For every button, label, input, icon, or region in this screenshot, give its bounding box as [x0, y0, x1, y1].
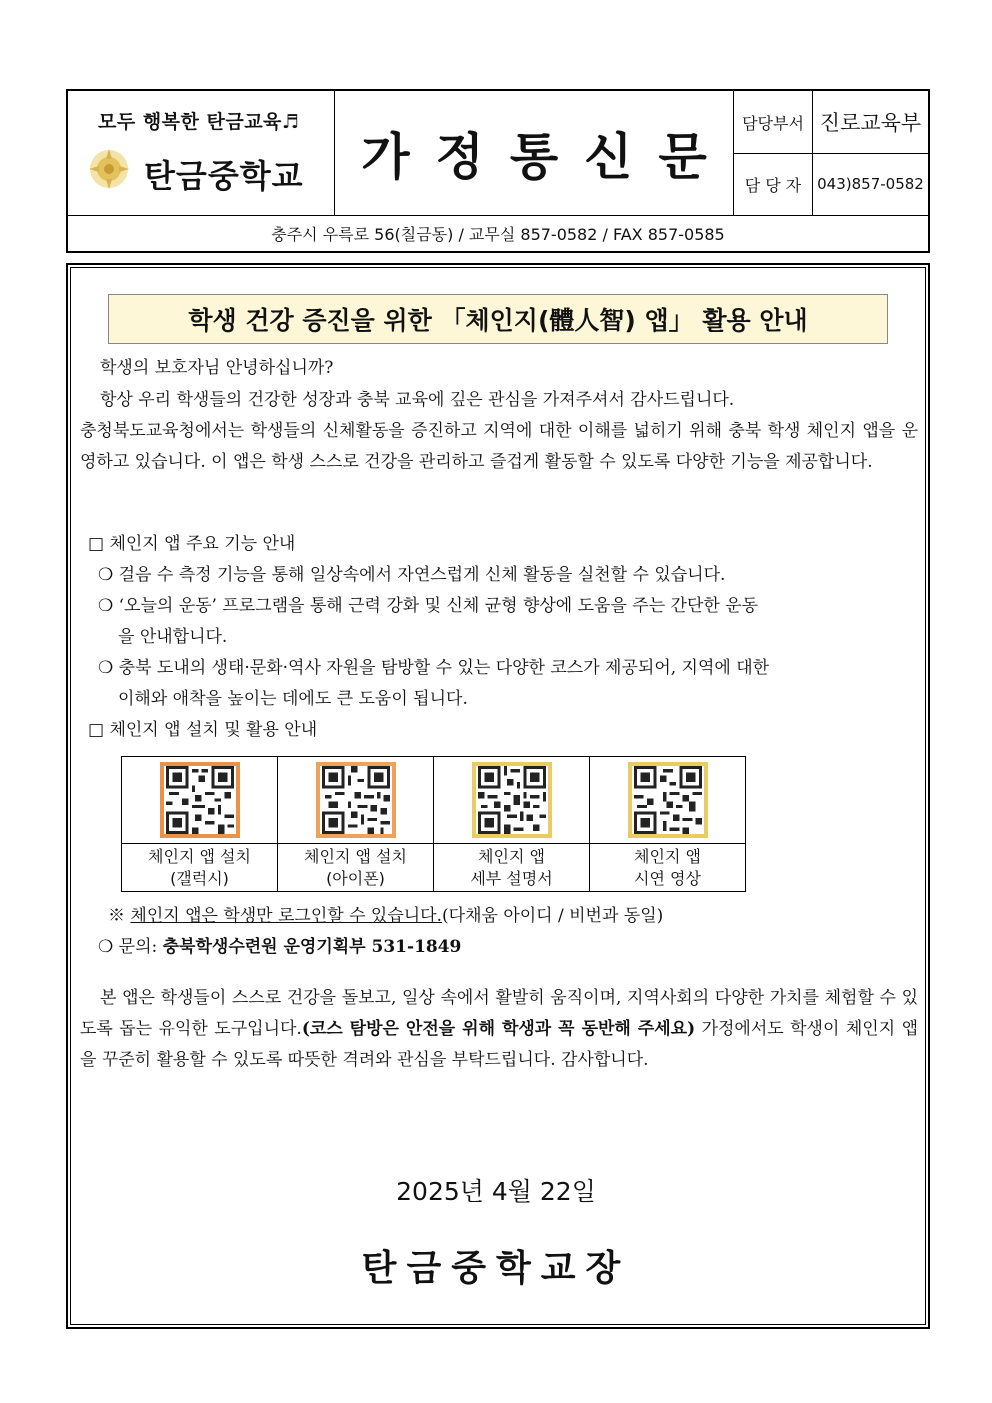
qr-caption-line1: 체인지 앱 설치 — [148, 846, 251, 866]
qr-code-table — [121, 756, 746, 892]
dept-row — [734, 91, 928, 154]
qr-caption-line2: 세부 설명서 — [470, 868, 553, 888]
feature-item-continued: 이해와 애착을 높이는 데에도 큰 도움이 됩니다. — [118, 689, 468, 709]
qr-code-icon[interactable] — [160, 762, 240, 838]
feature-item: ❍ 충북 도내의 생태·문화·역사 자원을 탐방할 수 있는 다양한 코스가 제공되어, 지역에 대한 — [98, 658, 770, 678]
install-heading: □ 체인지 앱 설치 및 활용 안내 — [88, 720, 318, 740]
qr-caption-line2: (갤럭시) — [170, 868, 229, 888]
thanks-line: 항상 우리 학생들의 건강한 성장과 충북 교육에 깊은 관심을 가져주셔서 감사드립니다. — [100, 390, 735, 410]
slogan: 모두 행복한 탄금교육♬ — [98, 111, 300, 133]
contact-label: 담 당 자 — [734, 153, 813, 215]
school-address: 충주시 우륵로 56(칠금동) / 교무실 857-0582 / FAX 857-0585 — [271, 225, 725, 244]
note-underlined: 체인지 앱은 학생만 로그인할 수 있습니다. — [130, 906, 443, 926]
feature-item-continued: 을 안내합니다. — [118, 627, 228, 647]
qr-cell-galaxy — [122, 757, 278, 844]
dept-value: 진로교육부 — [819, 111, 922, 135]
greeting: 학생의 보호자님 안녕하십니까? — [100, 358, 334, 378]
qr-caption-line2: 시연 영상 — [634, 868, 701, 888]
qr-caption — [278, 844, 434, 892]
qr-caption — [590, 844, 746, 892]
feature-item: ❍ ‘오늘의 운동’ 프로그램을 통해 근력 강화 및 신체 균형 향상에 도움을 주는 간단한 운동 — [98, 596, 759, 616]
inquiry-contact: 충북학생수련원 운영기획부 531-1849 — [162, 937, 462, 957]
features-heading: □ 체인지 앱 주요 기능 안내 — [88, 534, 296, 554]
issue-date: 2025년 4월 22일 — [396, 1177, 596, 1206]
qr-code-icon[interactable] — [316, 762, 396, 838]
closing-text-2: 가정에서도 학생이 체인지 앱을 꾸준히 활용할 수 있도록 따뜻한 격려와 관심을 부탁드립니다. 감사합니다. — [80, 1019, 918, 1070]
notice-title: 학생 건강 증진을 위한 「체인지(體人智) 앱」 활용 안내 — [108, 294, 888, 344]
contact-row — [734, 153, 928, 215]
qr-caption-line1: 체인지 앱 — [478, 846, 545, 866]
header-top-row — [68, 91, 928, 216]
header-logo-cell — [68, 91, 335, 215]
page-title: 가정통신문 — [361, 128, 733, 186]
school-emblem-icon — [86, 145, 132, 193]
qr-caption-row — [122, 844, 746, 892]
qr-cell-manual — [434, 757, 590, 844]
safety-notice: (코스 탐방은 안전을 위해 학생과 꼭 동반해 주세요) — [301, 1019, 696, 1039]
newsletter-header — [66, 89, 930, 253]
qr-caption — [434, 844, 590, 892]
closing-text-1: 본 앱은 학생들이 스스로 건강을 돌보고, 일상 속에서 활발히 움직이며, 지역사회의 다양한 가치를 체험할 수 있도록 돕는 유익한 도구입니다. — [80, 988, 918, 1039]
qr-image-row — [122, 757, 746, 844]
qr-caption-line1: 체인지 앱 설치 — [304, 846, 407, 866]
login-note — [108, 906, 663, 926]
inquiry-label: ❍ 문의: — [98, 937, 163, 957]
qr-cell-iphone — [278, 757, 434, 844]
intro-paragraph: 충청북도교육청에서는 학생들의 신체활동을 증진하고 지역에 대한 이해를 넓히기 위해 충북 학생 체인지 앱을 운영하고 있습니다. 이 앱은 학생 스스로 건강을 관리하고 즐겁게 활동할 수 있도록 다양한 기능을 제공합니다. — [80, 421, 918, 472]
principal-signature: 탄금중학교장 — [361, 1248, 631, 1289]
qr-caption-line2: (아이폰) — [326, 868, 385, 888]
note-rest: (다채움 아이디 / 비번과 동일) — [442, 906, 664, 926]
qr-code-icon[interactable] — [472, 762, 552, 838]
contact-value: 043)857-0582 — [817, 175, 924, 193]
qr-code-icon[interactable] — [628, 762, 708, 838]
qr-caption-line1: 체인지 앱 — [634, 846, 701, 866]
header-info-cell — [734, 91, 928, 215]
header-title-cell — [335, 91, 734, 215]
qr-caption — [122, 844, 278, 892]
closing-paragraph — [80, 983, 918, 1076]
dept-label: 담당부서 — [734, 91, 813, 153]
school-name: 탄금중학교 — [144, 157, 304, 195]
feature-item: ❍ 걸음 수 측정 기능을 통해 일상속에서 자연스럽게 신체 활동을 실천할 수 있습니다. — [98, 565, 726, 585]
note-mark: ※ — [108, 906, 125, 926]
qr-cell-demo — [590, 757, 746, 844]
inquiry-line — [98, 937, 461, 957]
